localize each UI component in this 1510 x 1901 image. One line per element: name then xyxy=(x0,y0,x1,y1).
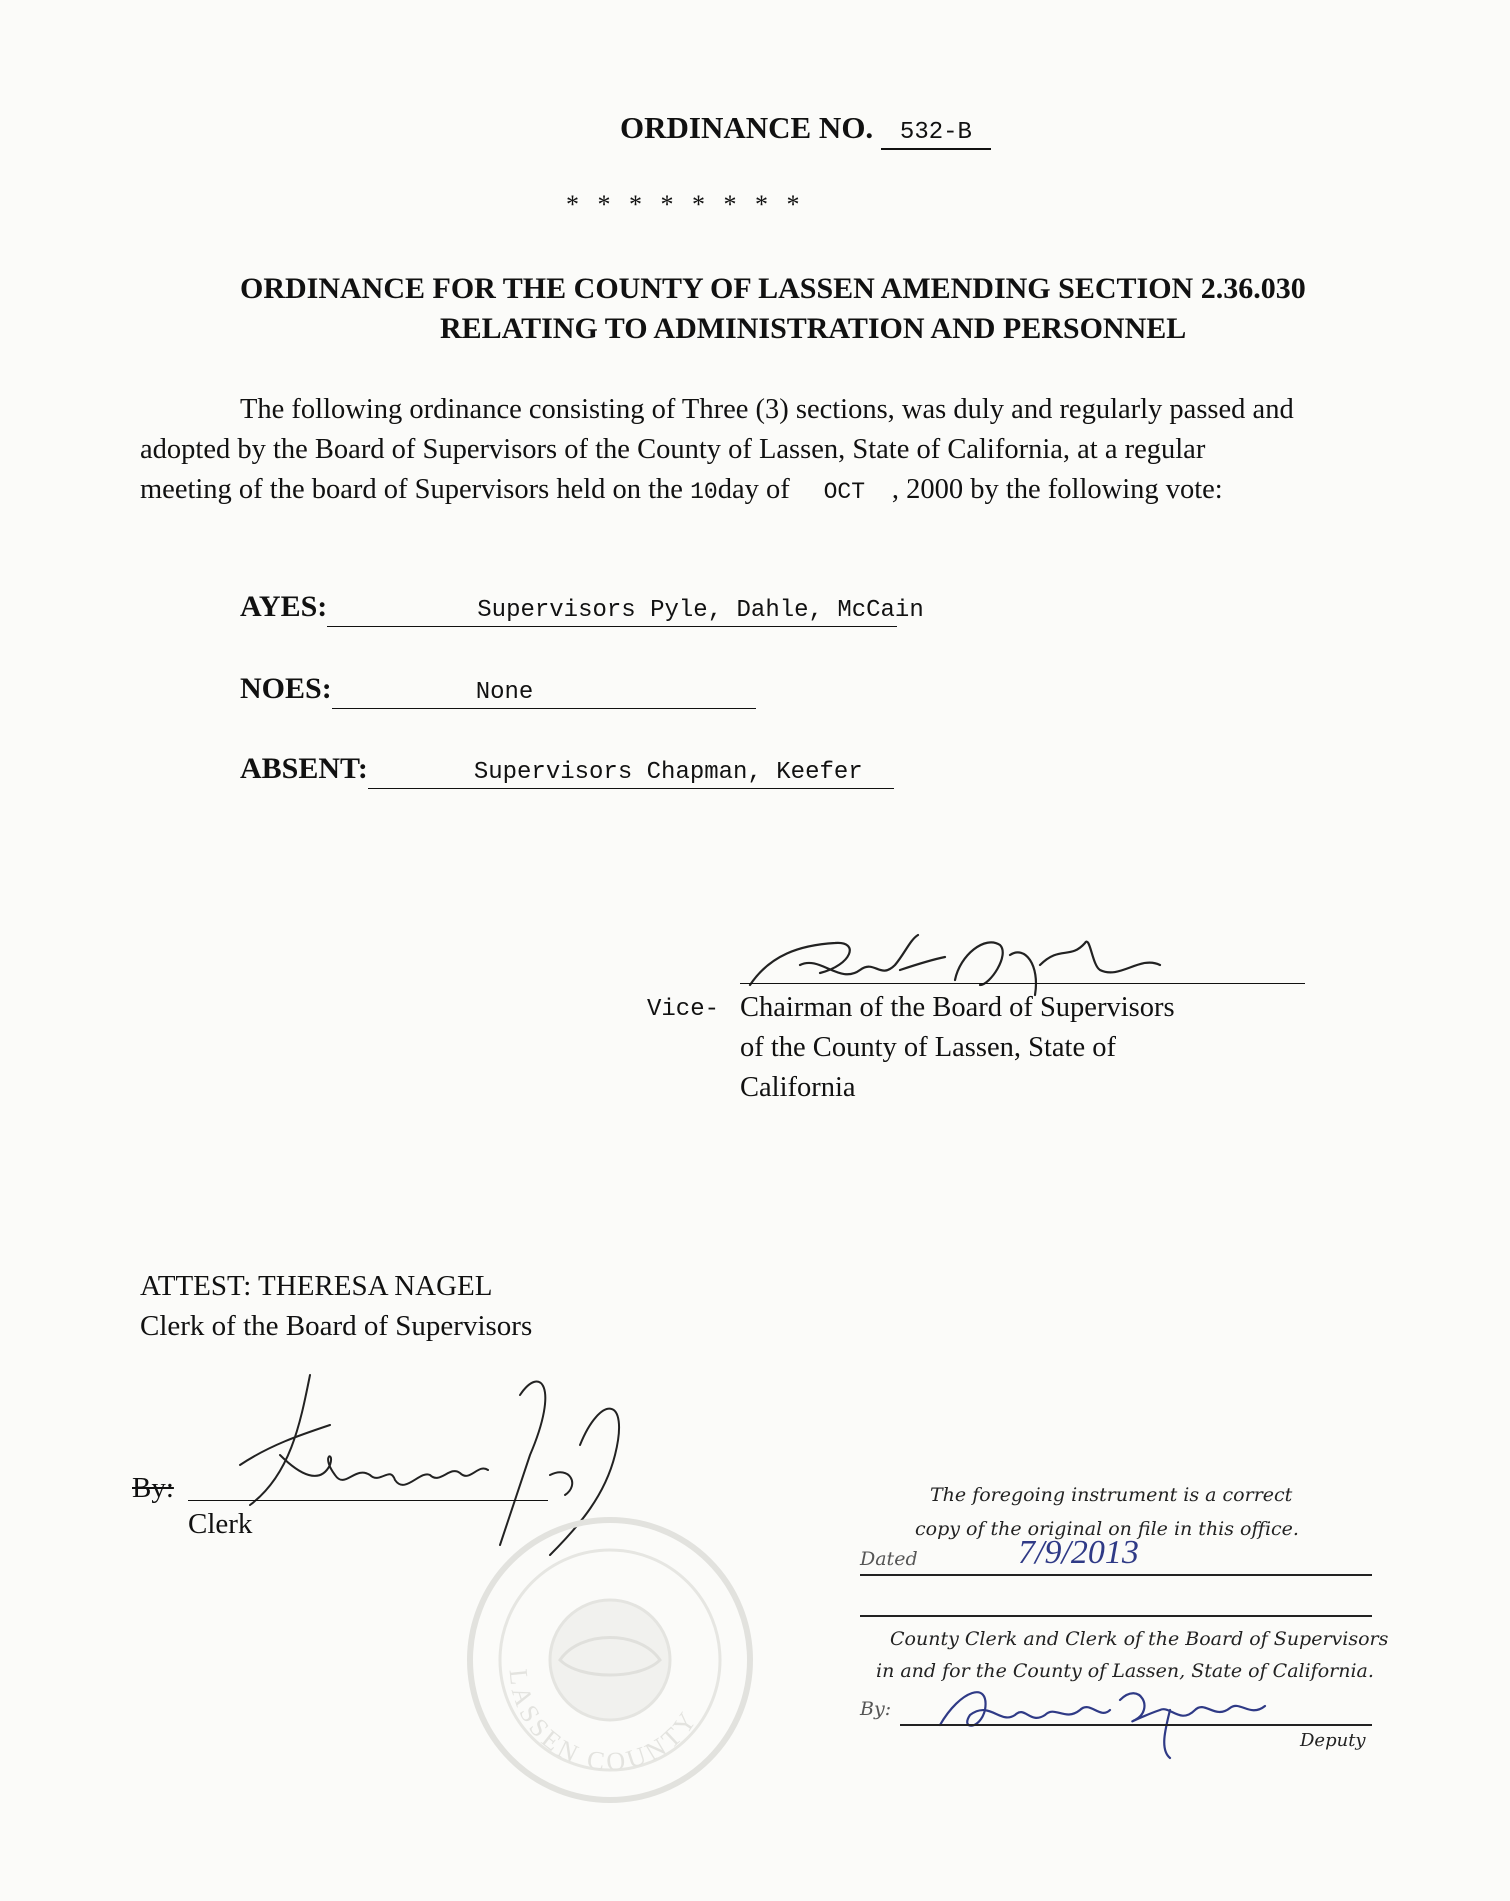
chairman-title-line-3: California xyxy=(740,1072,856,1103)
by-label: By: xyxy=(132,1472,174,1504)
ordinance-heading-line-1: ORDINANCE FOR THE COUNTY OF LASSEN AMENDING SECTION 2.36.030 xyxy=(240,272,1306,305)
absent-label: ABSENT: xyxy=(240,752,368,785)
deputy-label: Deputy xyxy=(1300,1730,1366,1751)
absent-value: Supervisors Chapman, Keefer xyxy=(368,758,894,789)
dated-label: Dated xyxy=(860,1548,918,1570)
dated-line xyxy=(860,1574,1372,1576)
certification-rule xyxy=(860,1615,1372,1617)
body-line-3-mid: day of xyxy=(717,474,797,505)
ayes-row xyxy=(240,590,924,627)
county-seal xyxy=(450,1510,770,1810)
ordinance-title-label: ORDINANCE NO. xyxy=(620,110,874,145)
body-line-3-start: meeting of the board of Supervisors held on the xyxy=(140,474,691,505)
body-line-3 xyxy=(140,474,1223,506)
certification-line-4: in and for the County of Lassen, State of California. xyxy=(876,1660,1374,1682)
ordinance-number: 532-B xyxy=(881,118,991,150)
body-line-1: The following ordinance consisting of Three (3) sections, was duly and regularly passed and xyxy=(240,394,1294,425)
noes-label: NOES: xyxy=(240,672,332,705)
chairman-title-line-2: of the County of Lassen, State of xyxy=(740,1032,1116,1063)
meeting-day: 10 xyxy=(690,479,718,505)
deputy-signature-line xyxy=(900,1724,1372,1726)
body-line-2: adopted by the Board of Supervisors of the County of Lassen, State of California, at a regular xyxy=(140,434,1206,465)
ayes-label: AYES: xyxy=(240,590,328,623)
ordinance-heading-line-2: RELATING TO ADMINISTRATION AND PERSONNEL xyxy=(440,312,1187,345)
absent-row xyxy=(240,752,894,789)
chairman-signature-line xyxy=(740,983,1305,984)
chairman-signature xyxy=(740,925,1210,1000)
dated-value: 7/9/2013 xyxy=(1018,1534,1139,1571)
ordinance-number-heading xyxy=(620,110,991,150)
certification-line-2: copy of the original on file in this office. xyxy=(915,1518,1299,1540)
vice-prefix: Vice- xyxy=(647,996,720,1023)
chairman-title-line-1: Chairman of the Board of Supervisors xyxy=(740,992,1175,1023)
attest-title: Clerk of the Board of Supervisors xyxy=(140,1310,533,1342)
clerk-signature-line xyxy=(188,1500,548,1501)
attest-line: ATTEST: THERESA NAGEL xyxy=(140,1270,493,1302)
deputy-by-label: By: xyxy=(860,1698,892,1720)
meeting-month: OCT xyxy=(823,479,866,505)
star-divider: * * * * * * * * xyxy=(566,190,806,219)
seal-text: LASSEN COUNTY xyxy=(503,1667,704,1777)
certification-line-1: The foregoing instrument is a correct xyxy=(930,1484,1293,1506)
clerk-label: Clerk xyxy=(188,1508,253,1540)
noes-row xyxy=(240,672,756,709)
body-line-3-end: , 2000 by the following vote: xyxy=(891,474,1223,505)
deputy-signature xyxy=(930,1670,1310,1760)
noes-value: None xyxy=(332,678,756,709)
ayes-value: Supervisors Pyle, Dahle, McCain xyxy=(327,596,897,627)
certification-line-3: County Clerk and Clerk of the Board of Supervisors xyxy=(890,1628,1389,1650)
